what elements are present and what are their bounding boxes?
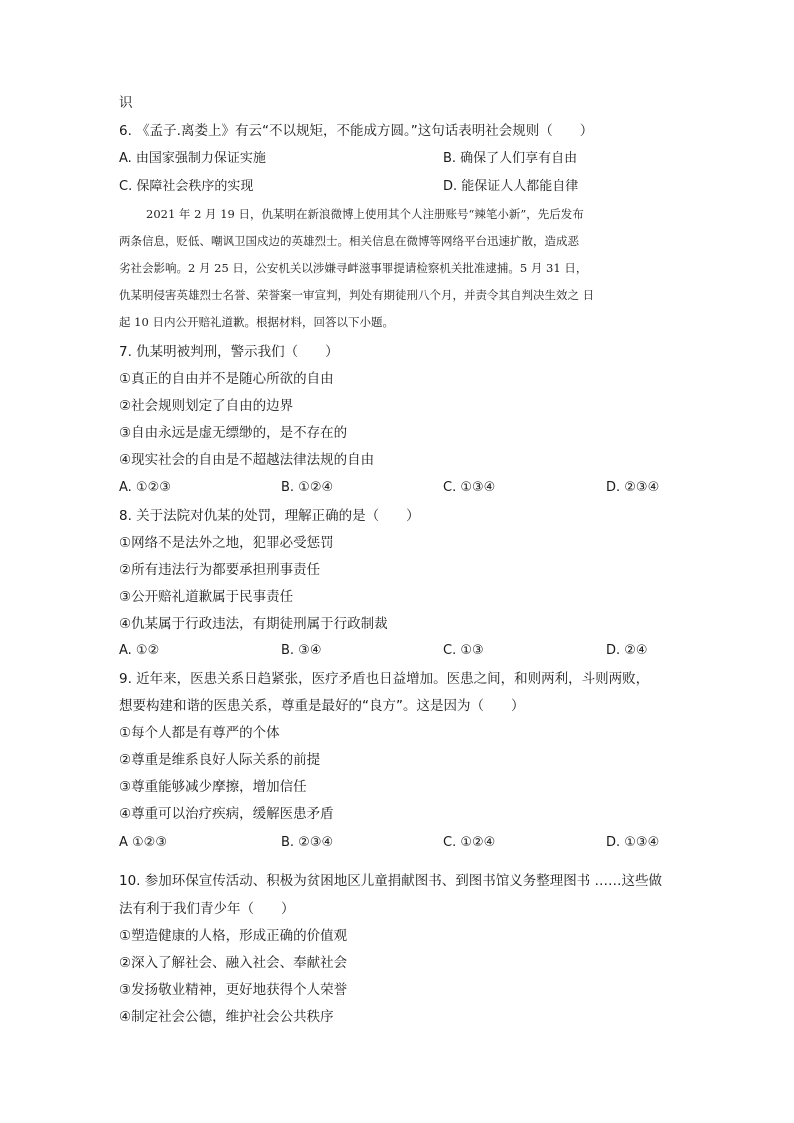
top-fragment: 识 bbox=[119, 95, 133, 111]
passage-line: 2021 年 2 月 19 日，仇某明在新浪微博上使用其个人注册账号“辣笔小新”，先后发布 bbox=[146, 207, 584, 221]
q7-item: ①真正的自由并不是随心所欲的自由 bbox=[119, 371, 334, 387]
q8-option-c: C. ①③ bbox=[443, 643, 484, 658]
q6-option-b: B. 确保了人们享有自由 bbox=[443, 151, 578, 166]
q9-option-c: C. ①②④ bbox=[443, 835, 496, 850]
q7-stem: 7. 仇某明被判刑，警示我们（ ） bbox=[119, 344, 339, 360]
q6-option-c: C. 保障社会秩序的实现 bbox=[119, 179, 254, 194]
q8-item: ②所有违法行为都要承担刑事责任 bbox=[119, 562, 321, 578]
q8-option-a: A. ①② bbox=[119, 643, 160, 658]
passage-line: 两条信息，贬低、嘲讽卫国戍边的英雄烈士。相关信息在微博等网络平台迅速扩散，造成恶 bbox=[119, 234, 579, 248]
passage-line: 劣社会影响。2 月 25 日，公安机关以涉嫌寻衅滋事罪提请检察机关批准逮捕。5 月 31 日， bbox=[119, 261, 588, 275]
q8-stem: 8. 关于法院对仇某的处罚，理解正确的是（ ） bbox=[119, 508, 420, 524]
q8-option-b: B. ③④ bbox=[281, 643, 322, 658]
q9-option-d: D. ①③④ bbox=[606, 835, 660, 850]
q7-option-d: D. ②③④ bbox=[606, 480, 660, 495]
q9-item: ①每个人都是有尊严的个体 bbox=[119, 725, 280, 741]
q8-item: ③公开赔礼道歉属于民事责任 bbox=[119, 589, 294, 605]
q7-item: ②社会规则划定了自由的边界 bbox=[119, 398, 294, 414]
q10-stem: 法有利于我们青少年（ ） bbox=[119, 901, 295, 917]
q6-stem: 6. 《孟子.离娄上》有云“不以规矩，不能成方圆。”这句话表明社会规则（ ） bbox=[119, 123, 594, 139]
q10-stem: 10. 参加环保宣传活动、积极为贫困地区儿童捐献图书、到图书馆义务整理图书 ……这些做 bbox=[119, 873, 663, 889]
q9-item: ③尊重能够减少摩擦，增加信任 bbox=[119, 779, 307, 795]
q7-item: ④现实社会的自由是不超越法律法规的自由 bbox=[119, 452, 375, 468]
q8-option-d: D. ②④ bbox=[606, 643, 648, 658]
q7-option-b: B. ①②④ bbox=[281, 480, 334, 495]
q6-option-a: A. 由国家强制力保证实施 bbox=[119, 151, 266, 166]
q9-option-a: A ①②③ bbox=[119, 835, 167, 850]
q9-item: ②尊重是维系良好人际关系的前提 bbox=[119, 752, 321, 768]
q10-item: ④制定社会公德，维护社会公共秩序 bbox=[119, 1009, 334, 1025]
q9-option-b: B. ②③④ bbox=[281, 835, 334, 850]
q6-option-d: D. 能保证人人都能自律 bbox=[443, 179, 579, 194]
q10-item: ③发扬敬业精神，更好地获得个人荣誉 bbox=[119, 982, 348, 998]
q8-item: ④仇某属于行政违法，有期徒刑属于行政制裁 bbox=[119, 616, 388, 632]
q9-item: ④尊重可以治疗疾病，缓解医患矛盾 bbox=[119, 806, 334, 822]
passage-line: 起 10 日内公开赔礼道歉。根据材料，回答以下小题。 bbox=[119, 315, 394, 329]
passage-line: 仇某明侵害英雄烈士名誉、荣誉案一审宣判，判处有期徒刑八个月，并责令其自判决生效之 日 bbox=[119, 288, 595, 302]
q10-item: ①塑造健康的人格，形成正确的价值观 bbox=[119, 928, 348, 944]
q9-stem: 想要构建和谐的医患关系，尊重是最好的“良方”。这是因为（ ） bbox=[119, 698, 525, 714]
q10-item: ②深入了解社会、融入社会、奉献社会 bbox=[119, 955, 348, 971]
q7-option-c: C. ①③④ bbox=[443, 480, 496, 495]
q9-stem: 9. 近年来，医患关系日趋紧张，医疗矛盾也日益增加。医患之间，和则两利，斗则两败， bbox=[119, 671, 650, 687]
q8-item: ①网络不是法外之地，犯罪必受惩罚 bbox=[119, 535, 334, 551]
q7-item: ③自由永远是虚无缥缈的，是不存在的 bbox=[119, 425, 348, 441]
q7-option-a: A. ①②③ bbox=[119, 480, 171, 495]
